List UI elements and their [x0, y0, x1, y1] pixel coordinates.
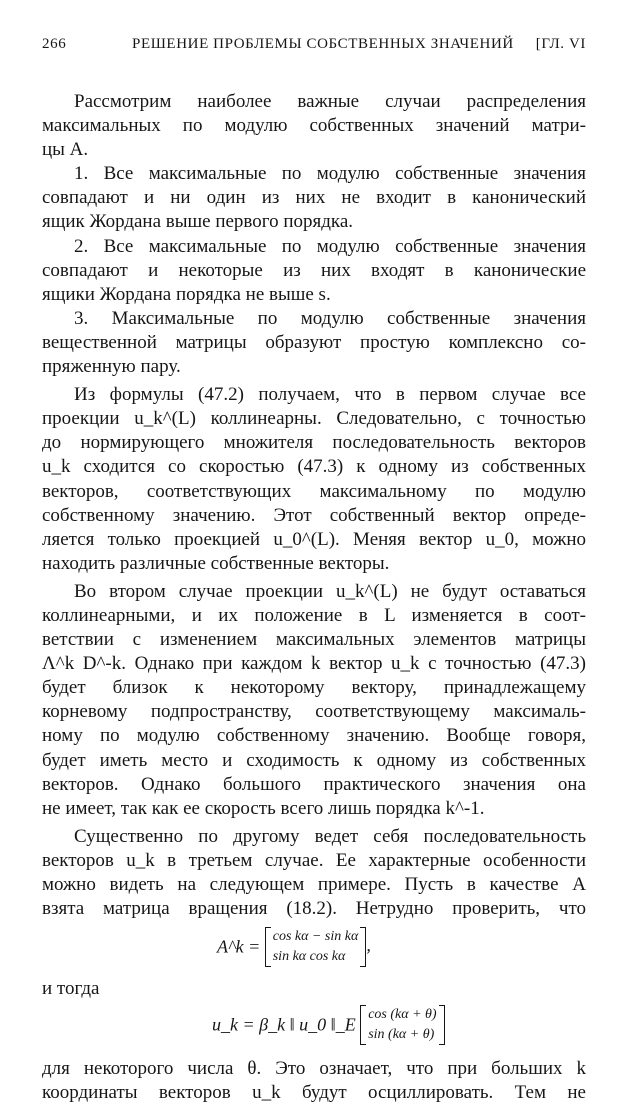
- rotation-matrix: [265, 927, 367, 967]
- formula1-comma: ,: [366, 935, 371, 956]
- running-title: РЕШЕНИЕ ПРОБЛЕМЫ СОБСТВЕННЫХ ЗНАЧЕНИЙ: [132, 36, 514, 52]
- text-line: 2. Все максимальные по модулю собственные значения: [74, 235, 586, 257]
- text-line: будет близок к некоторому вектору, принадлежащему: [42, 677, 586, 699]
- text-line: координаты векторов u_k будут осциллировать. Тем не: [42, 1082, 586, 1104]
- text-line: корневому подпространству, соответствующему максималь-: [42, 701, 586, 723]
- text-line: взята матрица вращения (18.2). Нетрудно проверить, что: [42, 898, 586, 920]
- body-lines: [42, 90, 586, 921]
- text-line: 3. Максимальные по модулю собственные значения: [74, 307, 586, 329]
- text-line: ному по модулю собственному значению. Вообще говоря,: [42, 725, 586, 747]
- text-line: до нормирующего множителя последовательность векторов: [42, 432, 586, 454]
- text-line: находить различные собственные векторы.: [42, 552, 390, 574]
- page-number: 266: [42, 36, 67, 52]
- text-line: Рассмотрим наиболее важные случаи распределения: [74, 91, 586, 112]
- text-line: ветствии с изменением максимальных элементов матрицы: [42, 629, 586, 651]
- text-line: векторов. Однако большого практического значения она: [42, 773, 586, 795]
- text-line: 1. Все максимальные по модулю собственные значения: [74, 163, 586, 185]
- matrix-row-1: cos kα − sin kα: [272, 929, 359, 945]
- formula-rotation-power: [42, 921, 586, 977]
- matrix-row-2: sin kα cos kα: [272, 949, 346, 965]
- page-body: [42, 90, 586, 1105]
- text-line: не имеет, так как ее скорость всего лишь порядка k^-1.: [42, 797, 485, 819]
- vector-row-1: cos (kα + θ): [368, 1007, 437, 1023]
- text-line: максимальных по модулю собственных значений матри-: [42, 115, 586, 137]
- text-line: Из формулы (47.2) получаем, что в первом случае все: [74, 384, 586, 406]
- chapter-label: [ГЛ. VI: [535, 36, 586, 52]
- text-line: векторов, соответствующих максимальному по модулю: [42, 480, 586, 502]
- text-line: совпадают и некоторые из них входят в канонические: [42, 259, 586, 281]
- text-line: u_k сходится со скоростью (47.3) к одному из собственных: [42, 456, 586, 478]
- text-line: ляется только проекцией u_0^(L). Меняя вектор u_0, можно: [42, 528, 586, 550]
- text-line: для некоторого числа θ. Это означает, что при больших k: [42, 1058, 586, 1080]
- formula2-lhs: u_k = β_k ‖ u_0 ‖_E: [212, 1014, 356, 1035]
- text-line: проекции u_k^(L) коллинеарны. Следовательно, с точностью: [42, 408, 586, 430]
- text-line: совпадают и ни один из них не входит в канонический: [42, 187, 586, 209]
- text-line: ящик Жордана выше первого порядка.: [42, 211, 354, 233]
- and-then-text: и тогда: [42, 978, 100, 1000]
- text-line: собственному значению. Этот собственный вектор опреде-: [42, 504, 586, 526]
- text-line: ящики Жордана порядка не выше s.: [42, 283, 331, 305]
- page-header: [42, 36, 586, 60]
- text-line: Существенно по другому ведет себя последовательность: [74, 825, 586, 847]
- text-line: можно видеть на следующем примере. Пусть в качестве A: [42, 874, 586, 895]
- formula-vector: [42, 1001, 586, 1057]
- text-line: коллинеарными, и их положение в L изменяется в соот-: [42, 604, 586, 626]
- text-line: Во втором случае проекции u_k^(L) не будут оставаться: [74, 580, 586, 602]
- tail-lines: [42, 1057, 586, 1105]
- text-line: будет иметь место и сходимость к одному из собственных: [42, 749, 586, 771]
- text-line: цы A.: [42, 139, 89, 161]
- text-line: вещественной матрицы образуют простую комплексно со-: [42, 331, 586, 353]
- vector-row-2: sin (kα + θ): [368, 1027, 435, 1043]
- text-line: векторов u_k в третьем случае. Ее характерные особенности: [42, 849, 586, 871]
- vector-column: [360, 1005, 444, 1045]
- text-line: Λ^k D^-k. Однако при каждом k вектор u_k с точностью (47.3): [42, 653, 586, 675]
- text-line: пряженную пару.: [42, 356, 181, 378]
- formula1-lhs: A^k =: [217, 936, 261, 957]
